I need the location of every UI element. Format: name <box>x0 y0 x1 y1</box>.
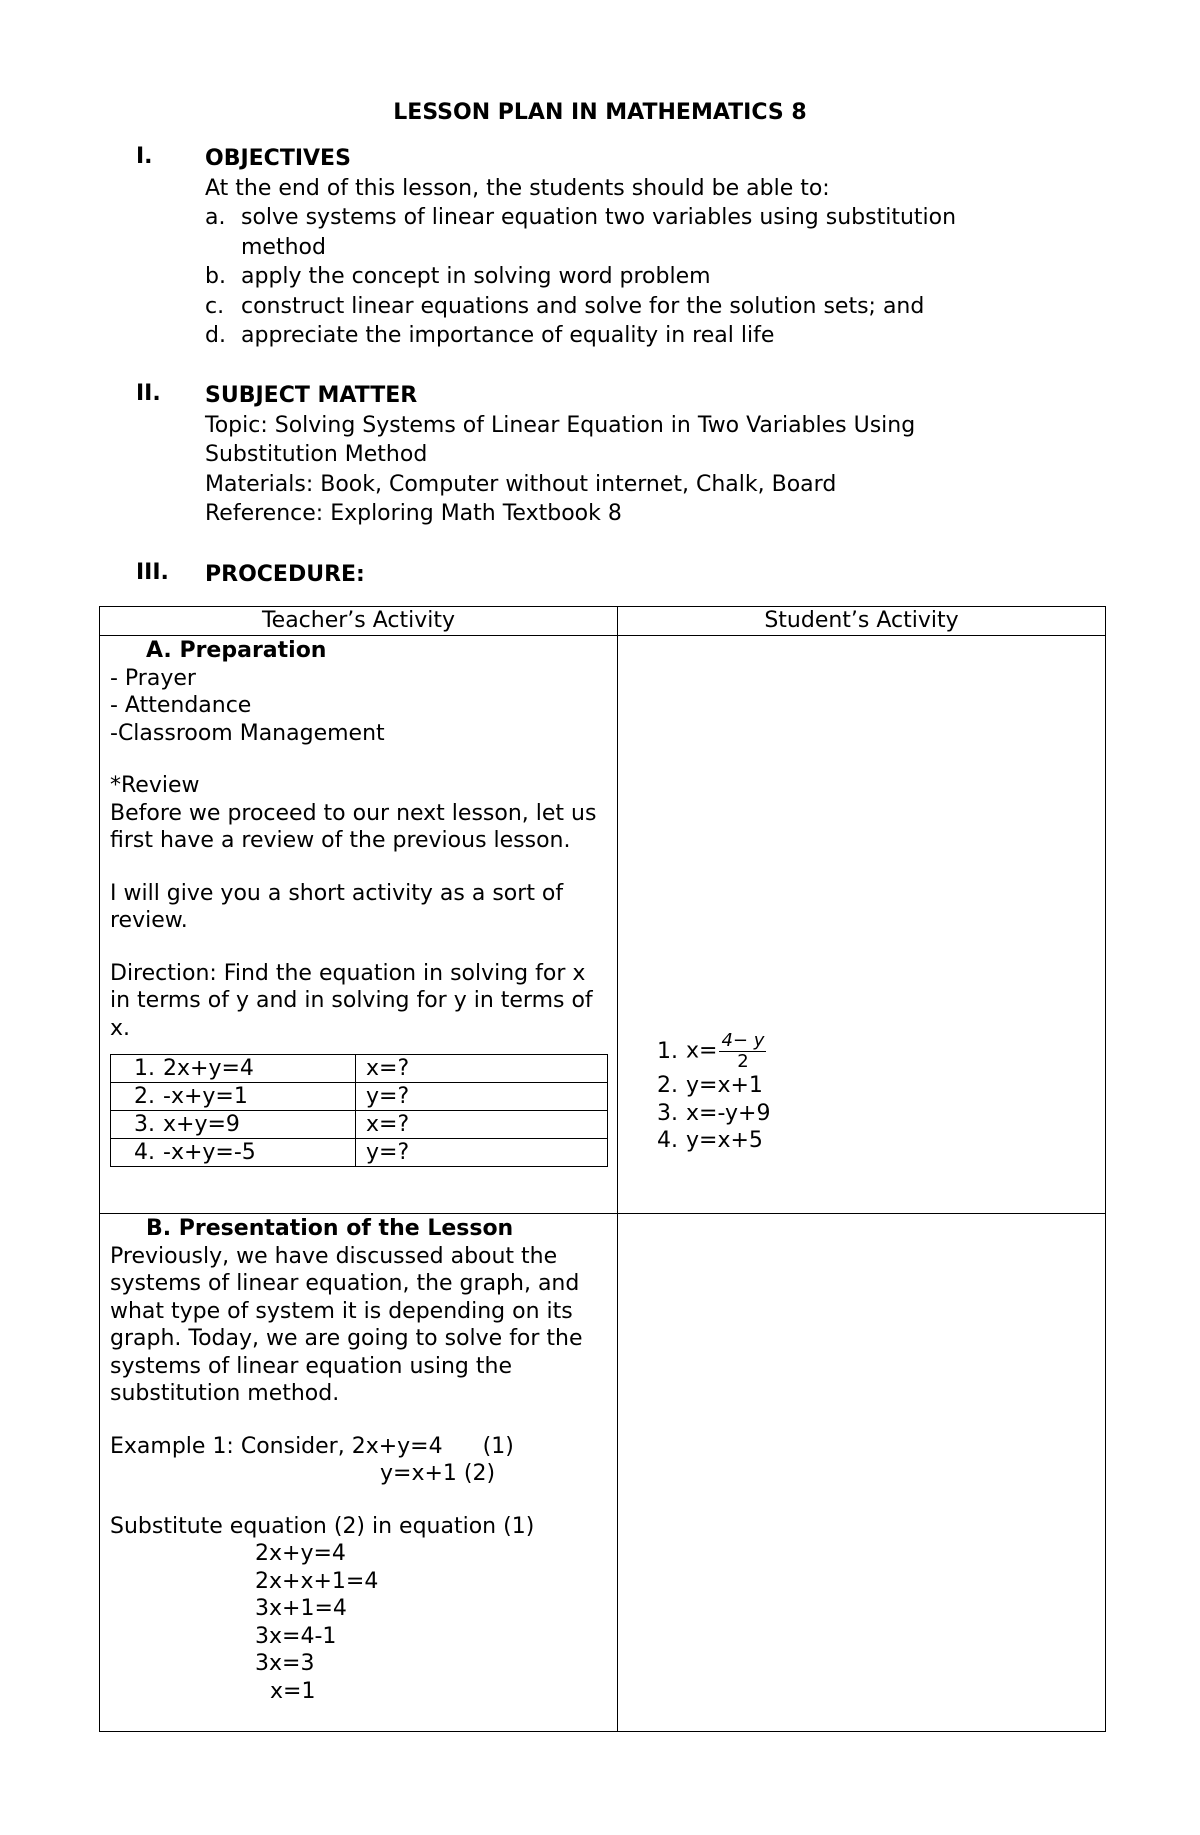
reference: Reference: Exploring Math Textbook 8 <box>205 501 622 526</box>
objective-item: c. construct linear equations and solve for the solution sets; and <box>205 293 925 319</box>
presentation-cell <box>100 1214 618 1732</box>
review-exercise-table <box>110 1054 608 1167</box>
subject-matter-heading: SUBJECT MATTER <box>205 383 418 408</box>
solution-step: 2x+y=4 <box>255 1541 346 1566</box>
presentation-heading: B. Presentation of the Lesson <box>146 1216 514 1241</box>
page-title: LESSON PLAN IN MATHEMATICS 8 <box>393 100 807 125</box>
table-row: 1. 2x+y=4 x=? <box>111 1055 608 1083</box>
exercise-equation: x+y=9 <box>163 1112 240 1137</box>
topic: Topic: Solving Systems of Linear Equation in Two Variables Using Substitution Method <box>205 412 916 467</box>
exercise-ask: x=? <box>356 1055 608 1083</box>
procedure-heading: PROCEDURE: <box>205 562 365 587</box>
answer-item: 3. x=-y+9 <box>657 1100 771 1126</box>
objective-item: a. solve systems of linear equation two variables using substitution method <box>205 205 957 260</box>
answer-item: 2. y=x+1 <box>657 1073 763 1098</box>
activity-text: I will give you a short activity as a sort of review. <box>110 880 564 933</box>
answer-item: 1. x= $\frac{4- y}{2}$ <box>657 1030 765 1072</box>
presentation-student-cell <box>618 1214 1106 1732</box>
exercise-equation: -x+y=1 <box>163 1084 248 1109</box>
teacher-activity-header: Teacher’s Activity <box>100 607 618 636</box>
student-activity-header: Student’s Activity <box>618 607 1106 636</box>
presentation-text: Previously, we have discussed about the systems of linear equation, the graph, and what type of system it is depending on its graph. Today, we are going to solve for the systems of linear equation using the substitution method. <box>110 1243 583 1406</box>
prep-line: - Attendance <box>110 693 252 718</box>
table-row: 4. -x+y=-5 y=? <box>111 1139 608 1167</box>
exercise-ask: y=? <box>356 1139 608 1167</box>
solution-step: 2x+x+1=4 <box>255 1568 379 1594</box>
section-number: III. <box>136 560 169 585</box>
table-row: 3. x+y=9 x=? <box>111 1111 608 1139</box>
substitute-text: Substitute equation (2) in equation (1) <box>110 1513 535 1539</box>
solution-step: 3x+1=4 <box>255 1596 347 1621</box>
student-answers-cell <box>618 636 1106 1214</box>
direction-text: Direction: Find the equation in solving for x in terms of y and in solving for y in terms of x. <box>110 960 593 1041</box>
preparation-cell <box>100 636 618 1214</box>
materials: Materials: Book, Computer without internet, Chalk, Board <box>205 471 837 497</box>
exercise-ask: y=? <box>356 1083 608 1111</box>
review-label: *Review <box>110 773 200 798</box>
procedure-table <box>99 606 1106 1732</box>
fraction: $\frac{4- y}{2}$ <box>721 1030 765 1072</box>
prep-line: - Prayer <box>110 665 196 691</box>
prep-line: -Classroom Management <box>110 720 385 746</box>
solution-step: x=1 <box>270 1678 316 1704</box>
exercise-equation: -x+y=-5 <box>163 1140 256 1165</box>
objectives-heading: OBJECTIVES <box>205 146 351 171</box>
review-text: Before we proceed to our next lesson, let us first have a review of the previous lesson. <box>110 800 597 853</box>
example-line: y=x+1 (2) <box>380 1461 496 1486</box>
section-number: II. <box>136 381 161 406</box>
solution-step: 3x=3 <box>255 1651 315 1676</box>
solution-step: 3x=4-1 <box>255 1623 337 1649</box>
objective-item: d. appreciate the importance of equality in real life <box>205 323 775 348</box>
exercise-ask: x=? <box>356 1111 608 1139</box>
preparation-heading: A. Preparation <box>146 638 327 663</box>
section-number: I. <box>136 144 153 169</box>
student-answers <box>618 636 1105 1155</box>
answer-item: 4. y=x+5 <box>657 1128 763 1153</box>
table-row: 2. -x+y=1 y=? <box>111 1083 608 1111</box>
example-line: Example 1: Consider, 2x+y=4 (1) <box>110 1433 514 1459</box>
exercise-equation: 2x+y=4 <box>163 1056 254 1081</box>
objectives-intro: At the end of this lesson, the students should be able to: <box>205 175 830 201</box>
objective-item: b. apply the concept in solving word problem <box>205 264 711 289</box>
